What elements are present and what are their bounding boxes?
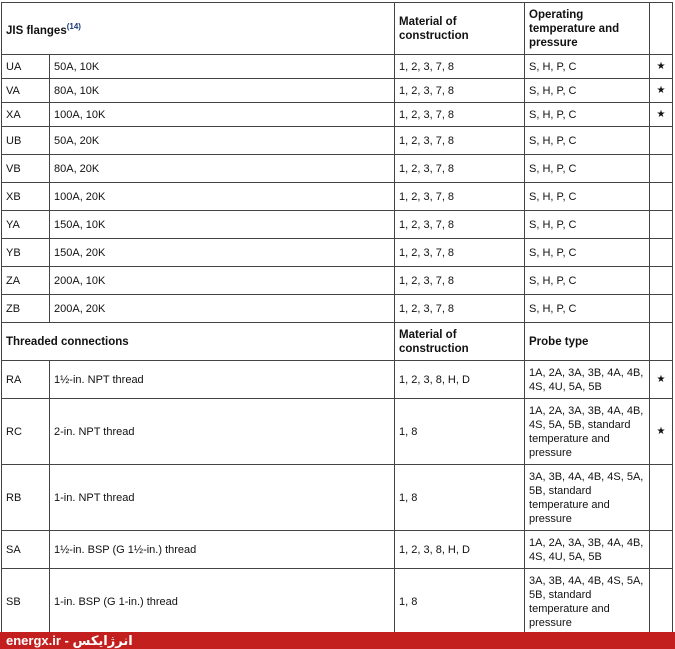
star-icon xyxy=(650,465,673,531)
flange-size-cell: 80A, 20K xyxy=(50,155,395,183)
star-icon xyxy=(650,267,673,295)
table-row xyxy=(2,295,673,323)
model-code-cell: VA xyxy=(2,79,50,103)
model-code-cell: RA xyxy=(2,361,50,399)
flange-size-cell: 150A, 10K xyxy=(50,211,395,239)
material-cell: 1, 2, 3, 7, 8 xyxy=(395,79,525,103)
model-code-cell: ZB xyxy=(2,295,50,323)
jis-footnote-ref: (14) xyxy=(66,21,81,31)
temp-pressure-cell: S, H, P, C xyxy=(525,79,650,103)
star-icon xyxy=(650,531,673,569)
model-code-cell: RC xyxy=(2,399,50,465)
flange-size-cell: 150A, 20K xyxy=(50,239,395,267)
material-cell: 1, 8 xyxy=(395,465,525,531)
material-cell: 1, 2, 3, 7, 8 xyxy=(395,127,525,155)
probe-type-cell: 3A, 3B, 4A, 4B, 4S, 5A, 5B, standard temperature and pressure xyxy=(525,569,650,635)
table-row xyxy=(2,531,673,569)
thread-size-cell: 1½-in. NPT thread xyxy=(50,361,395,399)
temp-pressure-cell: S, H, P, C xyxy=(525,55,650,79)
table-row xyxy=(2,155,673,183)
material-cell: 1, 2, 3, 7, 8 xyxy=(395,103,525,127)
probe-type-cell: 1A, 2A, 3A, 3B, 4A, 4B, 4S, 4U, 5A, 5B xyxy=(525,361,650,399)
threaded-section-title: Threaded connections xyxy=(2,323,395,361)
table-row xyxy=(2,103,673,127)
material-cell: 1, 2, 3, 7, 8 xyxy=(395,183,525,211)
material-cell: 1, 2, 3, 8, H, D xyxy=(395,361,525,399)
watermark-footer: energx.ir - انرژایکس xyxy=(0,632,675,649)
flange-size-cell: 100A, 20K xyxy=(50,183,395,211)
flange-size-cell: 80A, 10K xyxy=(50,79,395,103)
material-cell: 1, 8 xyxy=(395,399,525,465)
spec-table-body xyxy=(2,3,673,635)
flange-size-cell: 100A, 10K xyxy=(50,103,395,127)
model-code-cell: VB xyxy=(2,155,50,183)
material-cell: 1, 2, 3, 7, 8 xyxy=(395,211,525,239)
threaded-star-header xyxy=(650,323,673,361)
flange-size-cell: 50A, 20K xyxy=(50,127,395,155)
flange-size-cell: 200A, 20K xyxy=(50,295,395,323)
table-row xyxy=(2,211,673,239)
temp-pressure-cell: S, H, P, C xyxy=(525,211,650,239)
model-code-cell: SB xyxy=(2,569,50,635)
model-code-cell: RB xyxy=(2,465,50,531)
table-row xyxy=(2,183,673,211)
material-cell: 1, 2, 3, 8, H, D xyxy=(395,531,525,569)
model-code-cell: SA xyxy=(2,531,50,569)
star-icon xyxy=(650,569,673,635)
threaded-header-row xyxy=(2,323,673,361)
star-icon xyxy=(650,239,673,267)
probe-type-header: Probe type xyxy=(525,323,650,361)
table-row xyxy=(2,55,673,79)
model-code-cell: YB xyxy=(2,239,50,267)
material-cell: 1, 2, 3, 7, 8 xyxy=(395,155,525,183)
table-row xyxy=(2,239,673,267)
flange-size-cell: 50A, 10K xyxy=(50,55,395,79)
flange-size-cell: 200A, 10K xyxy=(50,267,395,295)
model-code-cell: XB xyxy=(2,183,50,211)
model-code-cell: UA xyxy=(2,55,50,79)
material-cell: 1, 2, 3, 7, 8 xyxy=(395,239,525,267)
spec-table xyxy=(1,2,673,635)
temp-pressure-cell: S, H, P, C xyxy=(525,103,650,127)
thread-size-cell: 1½-in. BSP (G 1½-in.) thread xyxy=(50,531,395,569)
material-cell: 1, 8 xyxy=(395,569,525,635)
material-cell: 1, 2, 3, 7, 8 xyxy=(395,55,525,79)
jis-temp-header: Operating temperature and pressure xyxy=(525,3,650,55)
star-icon xyxy=(650,295,673,323)
jis-title-text: JIS flanges xyxy=(6,24,67,37)
star-icon xyxy=(650,211,673,239)
star-icon xyxy=(650,155,673,183)
temp-pressure-cell: S, H, P, C xyxy=(525,127,650,155)
material-cell: 1, 2, 3, 7, 8 xyxy=(395,295,525,323)
table-row xyxy=(2,267,673,295)
thread-size-cell: 1-in. NPT thread xyxy=(50,465,395,531)
jis-material-header: Material of construction xyxy=(395,3,525,55)
model-code-cell: UB xyxy=(2,127,50,155)
probe-type-cell: 1A, 2A, 3A, 3B, 4A, 4B, 4S, 4U, 5A, 5B xyxy=(525,531,650,569)
temp-pressure-cell: S, H, P, C xyxy=(525,239,650,267)
model-code-cell: XA xyxy=(2,103,50,127)
model-code-cell: ZA xyxy=(2,267,50,295)
temp-pressure-cell: S, H, P, C xyxy=(525,267,650,295)
table-row xyxy=(2,79,673,103)
threaded-material-header: Material of construction xyxy=(395,323,525,361)
jis-section-title xyxy=(2,3,395,55)
temp-pressure-cell: S, H, P, C xyxy=(525,295,650,323)
star-icon xyxy=(650,127,673,155)
star-icon: ★ xyxy=(650,361,673,399)
jis-star-header xyxy=(650,3,673,55)
table-row xyxy=(2,465,673,531)
star-icon: ★ xyxy=(650,79,673,103)
temp-pressure-cell: S, H, P, C xyxy=(525,155,650,183)
probe-type-cell: 1A, 2A, 3A, 3B, 4A, 4B, 4S, 5A, 5B, standard temperature and pressure xyxy=(525,399,650,465)
jis-header-row xyxy=(2,3,673,55)
table-row xyxy=(2,399,673,465)
probe-type-cell: 3A, 3B, 4A, 4B, 4S, 5A, 5B, standard temperature and pressure xyxy=(525,465,650,531)
thread-size-cell: 2-in. NPT thread xyxy=(50,399,395,465)
table-row xyxy=(2,127,673,155)
model-code-cell: YA xyxy=(2,211,50,239)
table-row xyxy=(2,361,673,399)
star-icon: ★ xyxy=(650,399,673,465)
temp-pressure-cell: S, H, P, C xyxy=(525,183,650,211)
thread-size-cell: 1-in. BSP (G 1-in.) thread xyxy=(50,569,395,635)
table-row xyxy=(2,569,673,635)
star-icon: ★ xyxy=(650,55,673,79)
material-cell: 1, 2, 3, 7, 8 xyxy=(395,267,525,295)
star-icon: ★ xyxy=(650,103,673,127)
star-icon xyxy=(650,183,673,211)
